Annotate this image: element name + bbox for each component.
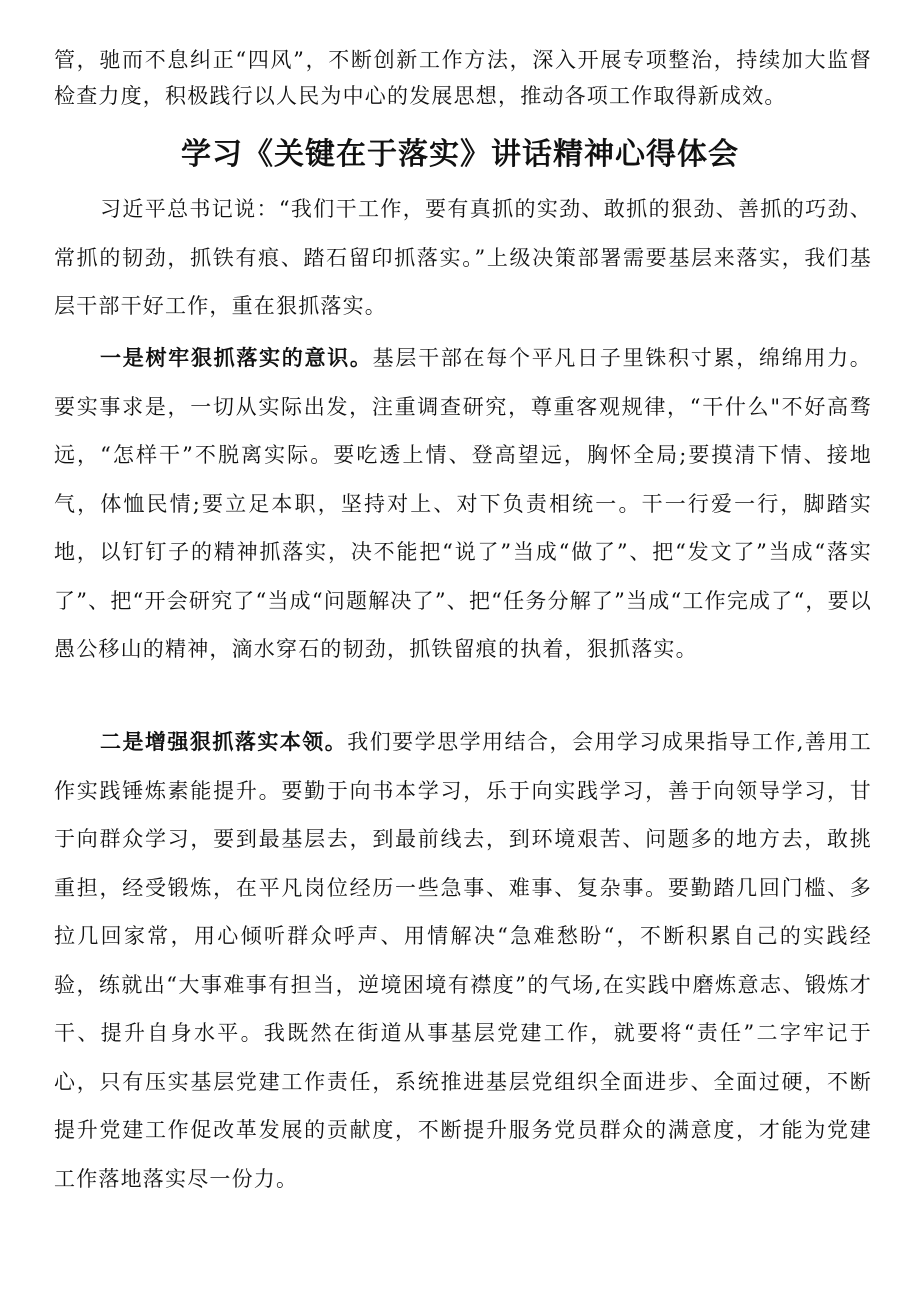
article-title: 学习《关键在于落实》讲话精神心得体会 — [181, 137, 739, 172]
paragraph-3 — [54, 718, 872, 1203]
paragraph-2-lead: 一是树牢狠抓落实的意识。 — [100, 346, 373, 370]
intro-fragment: 管，驰而不息纠正“四风”，不断创新工作方法，深入开展专项整治，持续加大监督检查力度，积极践行以人民为中心的发展思想，推动各项工作取得新成效。 — [54, 48, 872, 108]
paragraph-3-lead: 二是增强狠抓落实本领。 — [100, 730, 348, 754]
paragraph-2 — [54, 334, 872, 674]
paragraph-1: 习近平总书记说：“我们干工作，要有真抓的实劲、敢抓的狠劲、善抓的巧劲、常抓的韧劲，抓铁有痕、踏石留印抓落实。”上级决策部署需要基层来落实，我们基层干部干好工作，重在狠抓落实。 — [54, 197, 872, 318]
paragraph-3-body: 我们要学思学用结合，会用学习成果指导工作,善用工作实践锤炼素能提升。要勤于向书本学习，乐于向实践学习，善于向领导学习，甘于向群众学习，要到最基层去，到最前线去，到环境艰苦、问题多的地方去，敢挑重担，经受锻炼，在平凡岗位经历一些急事、难事、复杂事。要勤踏几回门槛、多拉几回家常，用心倾听群众呼声、用情解决“急难愁盼“，不断积累自己的实践经验，练就出“大事难事有担当，逆境困境有襟度”的气场,在实践中磨炼意志、锻炼才干、提升自身水平。我既然在街道从事基层党建工作，就要将“责任”二字牢记于心，只有压实基层党建工作责任，系统推进基层党组织全面进步、全面过硬，不断提升党建工作促改革发展的贡献度，不断提升服务党员群众的满意度，才能为党建工作落地落实尽一份力。 — [54, 730, 872, 1191]
paragraph-2-body: 基层干部在每个平凡日子里铢积寸累，绵绵用力。要实事求是，一切从实际出发，注重调查研究，尊重客观规律，“干什么"不好高骛远，“怎样干”不脱离实际。要吃透上情、登高望远，胸怀全局;要摸清下情、接地气，体恤民情;要立足本职，坚持对上、对下负责相统一。干一行爱一行，脚踏实地，以钉钉子的精神抓落实，决不能把“说了”当成“做了”、把“发文了”当成“落实了”、把“开会研究了“当成“问题解决了”、把“任务分解了”当成“工作完成了“，要以愚公移山的精神，滴水穿石的韧劲，抓铁留痕的执着，狠抓落实。 — [54, 346, 872, 661]
